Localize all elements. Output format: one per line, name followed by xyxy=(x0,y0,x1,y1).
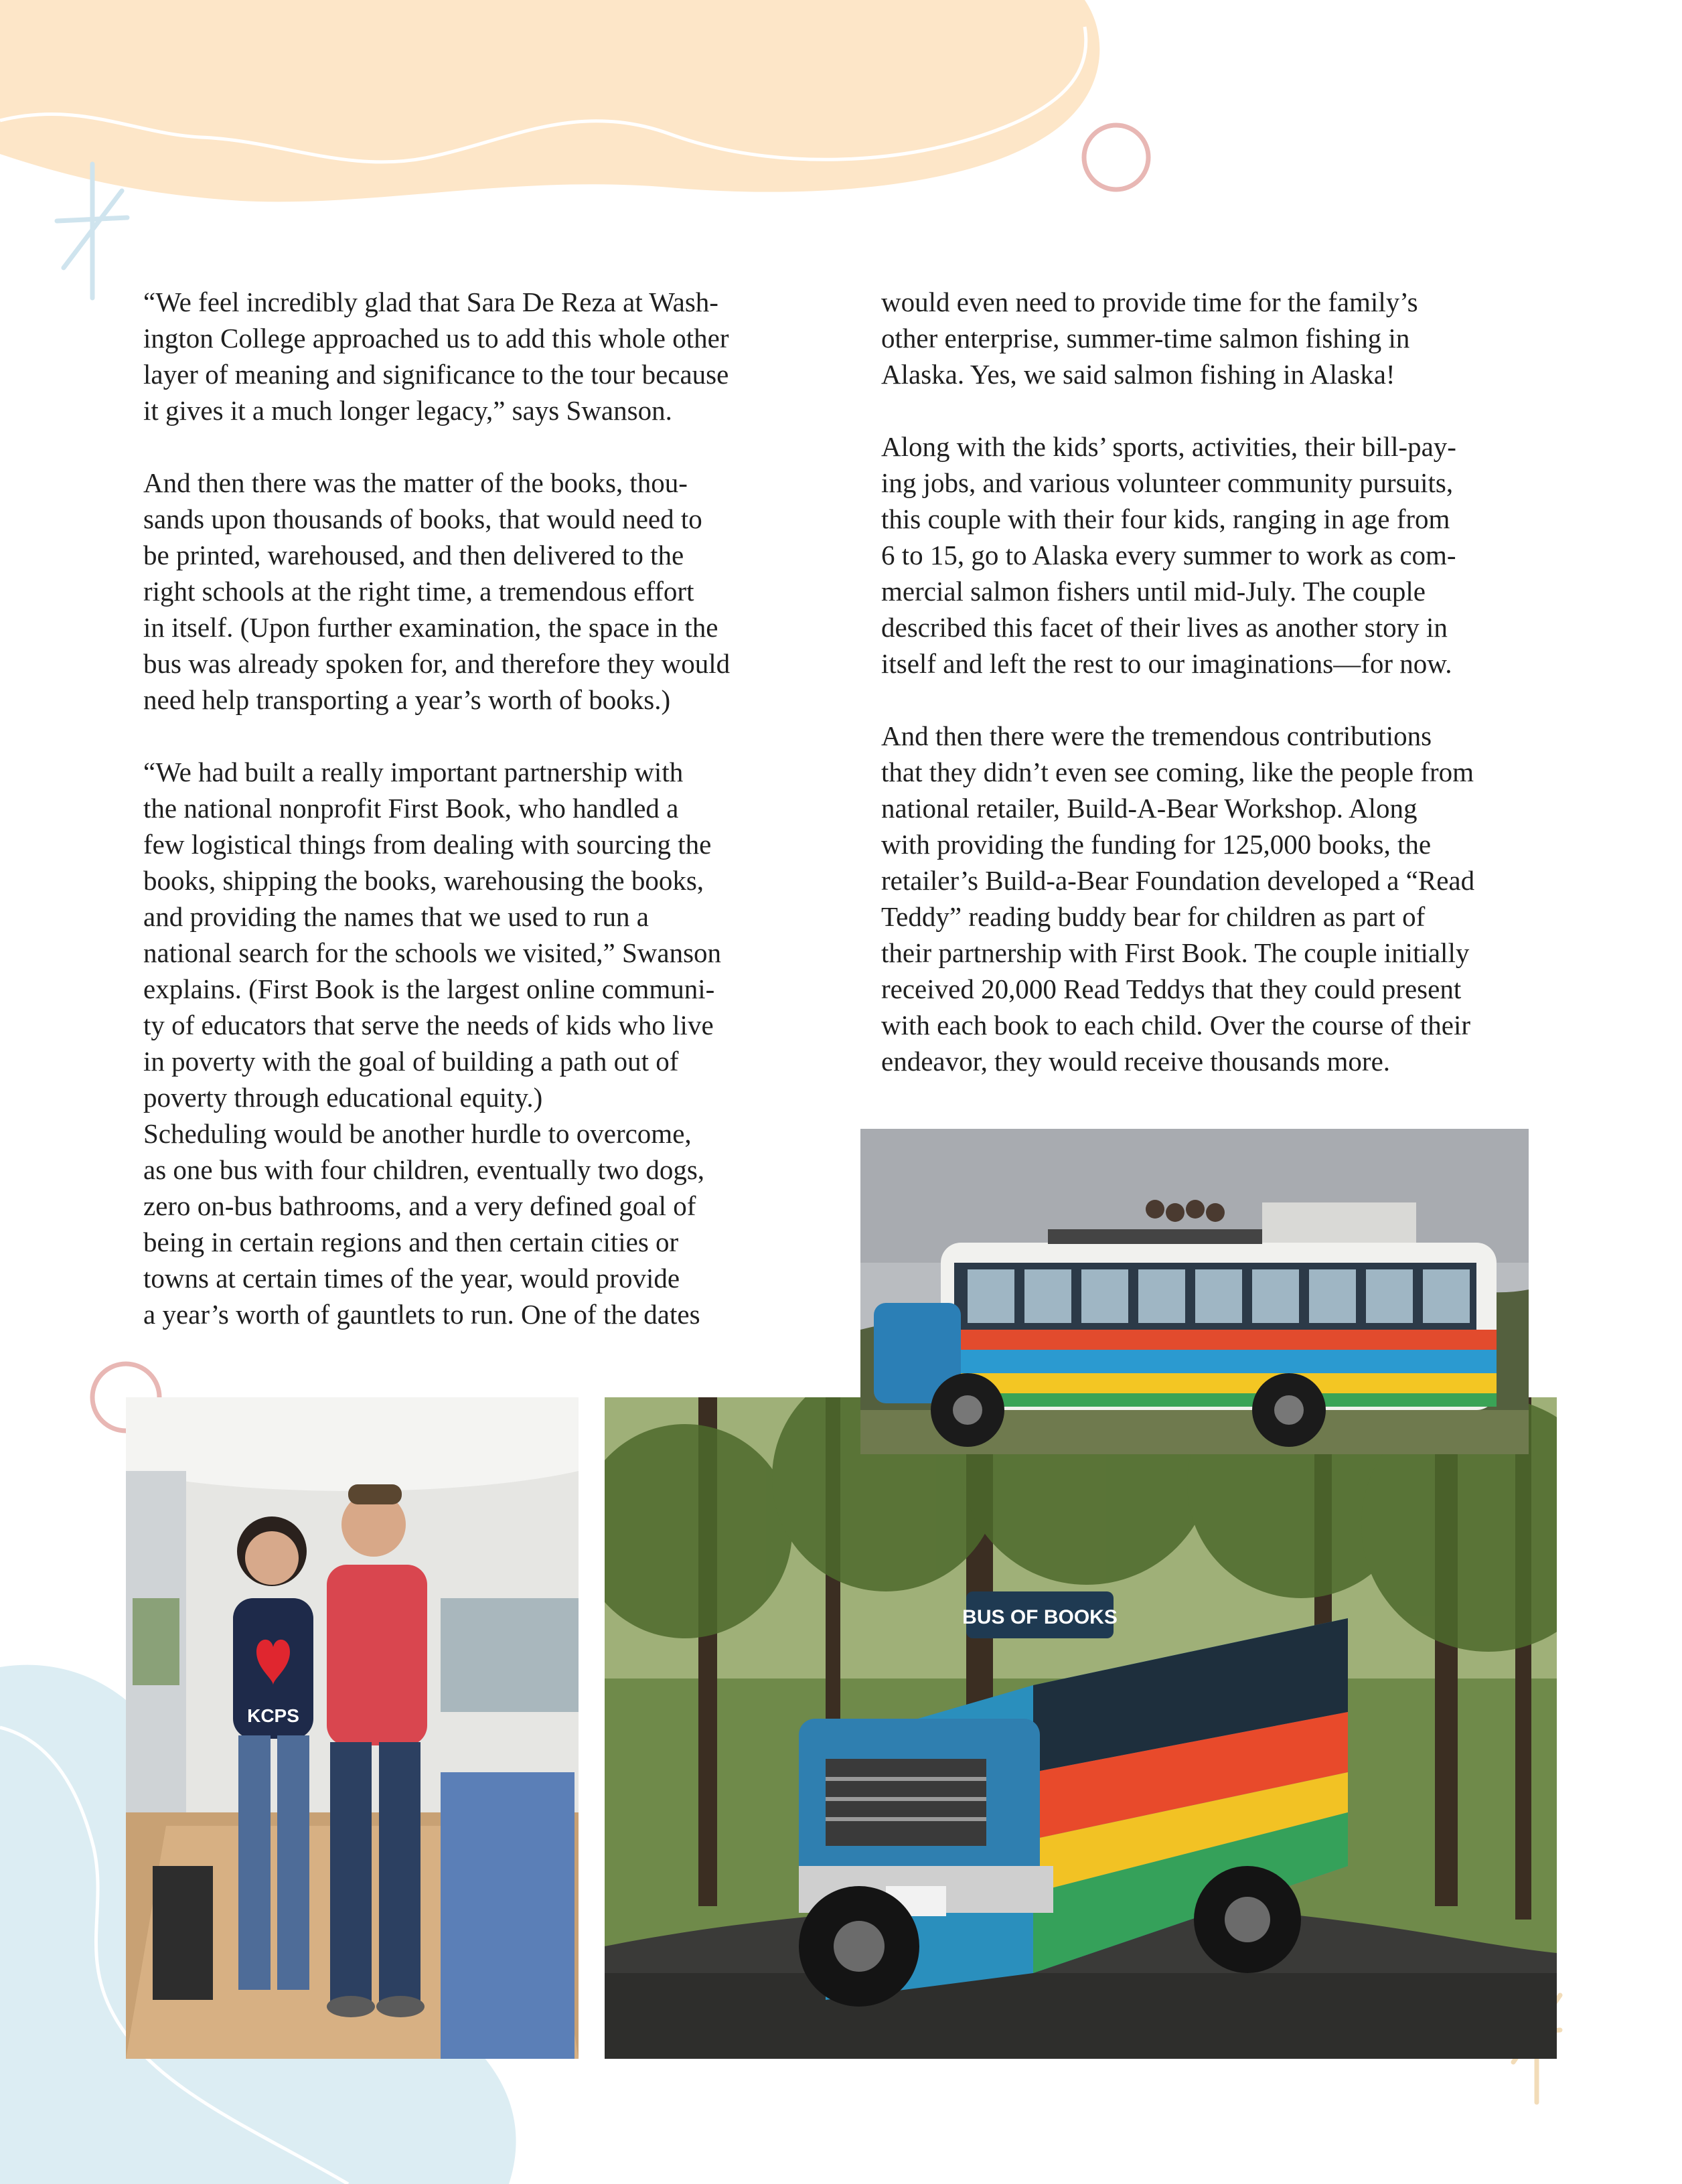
pink-circle-top xyxy=(1084,125,1148,189)
peach-blob-top xyxy=(0,0,1099,202)
paragraph-right-1: would even need to provide time for the family’s other enterprise, summer-time salmon fishing in Alaska. Yes, we said salmon fishing in Alaska! xyxy=(881,287,1418,390)
shirt-text: KCPS xyxy=(247,1705,299,1726)
paragraph-left-2: And then there was the matter of the books, thou- sands upon thousands of books, that would need to be printed, warehoused, and then delivered to the right schools at the right time, a tremendous effort in itself. (Upon further examination, the space in the bus was already spoken for, and therefore they would need help transporting a year’s worth of books.) xyxy=(143,467,731,715)
photo-bus-family-on-roof xyxy=(860,1129,1529,1454)
photo-couple-inside-bus xyxy=(126,1397,579,2059)
article-column-left xyxy=(143,284,799,1332)
photo-bus-in-woods xyxy=(605,1397,1557,2059)
bus-sign-text: BUS OF BOOKS xyxy=(962,1606,1118,1628)
paragraph-right-3: And then there were the tremendous contributions that they didn’t even see coming, like the people from national retailer, Build-A-Bear Workshop. Along with providing the funding for 125,000 books, the retailer’s Build-a-Bear Foundation developed a “Read Teddy” reading buddy bear for children as part of their partnership with First Book. The couple initially received 20,000 Read Teddys that they could present with each book to each child. Over the course of their endeavor, they would receive thousands more. xyxy=(881,720,1475,1077)
paragraph-left-1: “We feel incredibly glad that Sara De Reza at Wash- ington College approached us to add this whole other layer of meaning and significance to the tour because it gives it a much longer legacy,” says Swanson. xyxy=(143,287,729,426)
article-column-right xyxy=(881,284,1544,1079)
paragraph-left-3: “We had built a really important partnership with the national nonprofit First Book, who handled a few logistical things from dealing with sourcing the books, shipping the books, warehousing the books, and providing the names that we used to run a national search for the schools we visited,” Swanson explains. (First Book is the largest online communi- ty of educators that serve the needs of kids who live in poverty with the goal of building a path out of poverty through educational equity.) Scheduling would be another hurdle to overcome, as one bus with four children, eventually two dogs, zero on-bus bathrooms, and a very defined goal of being in certain regions and then certain cities or towns at certain times of the year, would provide a year’s worth of gauntlets to run. One of the dates xyxy=(143,757,722,1330)
paragraph-right-2: Along with the kids’ sports, activities, their bill-pay- ing jobs, and various volunteer community pursuits, this couple with their four kids, ranging in age from 6 to 15, go to Alaska every summer to work as com- mercial salmon fishers until mid-July. The couple described this facet of their lives as another story in itself and left the rest to our imaginations—for now. xyxy=(881,431,1456,679)
